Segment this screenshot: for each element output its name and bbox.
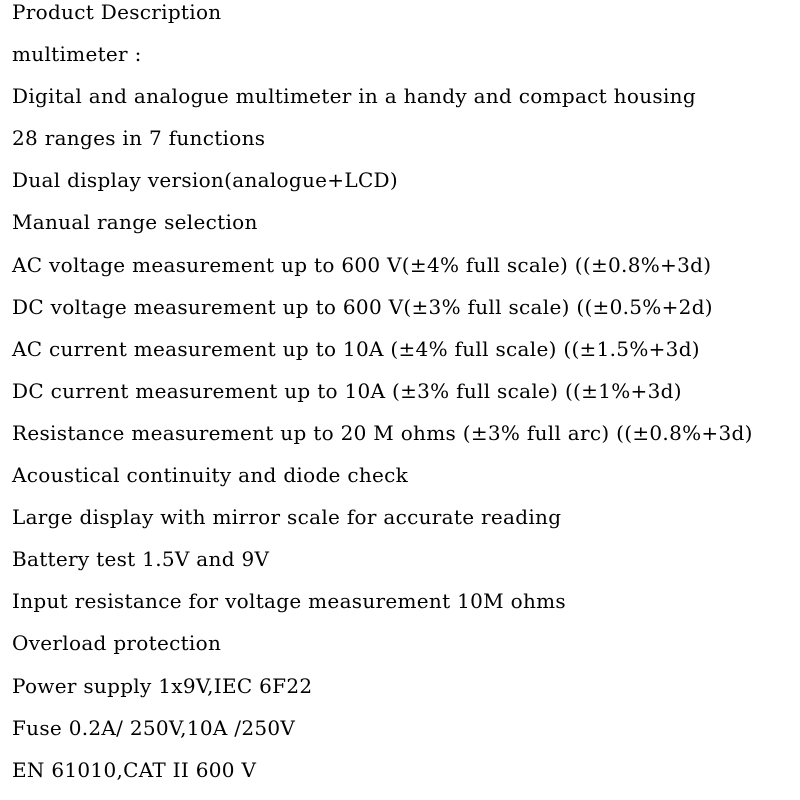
spec-line: Dual display version(analogue+LCD) — [12, 168, 398, 193]
spec-line: AC current measurement up to 10A (±4% full scale) ((±1.5%+3d) — [12, 336, 700, 361]
spec-line: AC voltage measurement up to 600 V(±4% full scale) ((±0.8%+3d) — [12, 252, 712, 277]
spec-line: Power supply 1x9V,IEC 6F22 — [12, 673, 313, 698]
document-heading: Product Description — [12, 0, 222, 24]
spec-line: Manual range selection — [12, 210, 258, 235]
spec-line: Resistance measurement up to 20 M ohms (±3% full arc) ((±0.8%+3d) — [12, 420, 753, 445]
product-description-document — [12, 0, 792, 800]
spec-line: Overload protection — [12, 631, 222, 656]
spec-line: Input resistance for voltage measurement 10M ohms — [12, 589, 566, 614]
spec-line: Large display with mirror scale for accurate reading — [12, 505, 562, 530]
spec-line: DC current measurement up to 10A (±3% full scale) ((±1%+3d) — [12, 378, 682, 403]
spec-line: Fuse 0.2A/ 250V,10A /250V — [12, 715, 296, 740]
spec-line: Digital and analogue multimeter in a handy and compact housing — [12, 84, 696, 109]
spec-line: DC voltage measurement up to 600 V(±3% full scale) ((±0.5%+2d) — [12, 294, 713, 319]
document-subheading: multimeter : — [12, 42, 142, 67]
spec-line: Battery test 1.5V and 9V — [12, 547, 270, 572]
spec-line: EN 61010,CAT II 600 V — [12, 757, 257, 782]
spec-line: 28 ranges in 7 functions — [12, 126, 266, 151]
spec-line: Acoustical continuity and diode check — [12, 463, 409, 488]
